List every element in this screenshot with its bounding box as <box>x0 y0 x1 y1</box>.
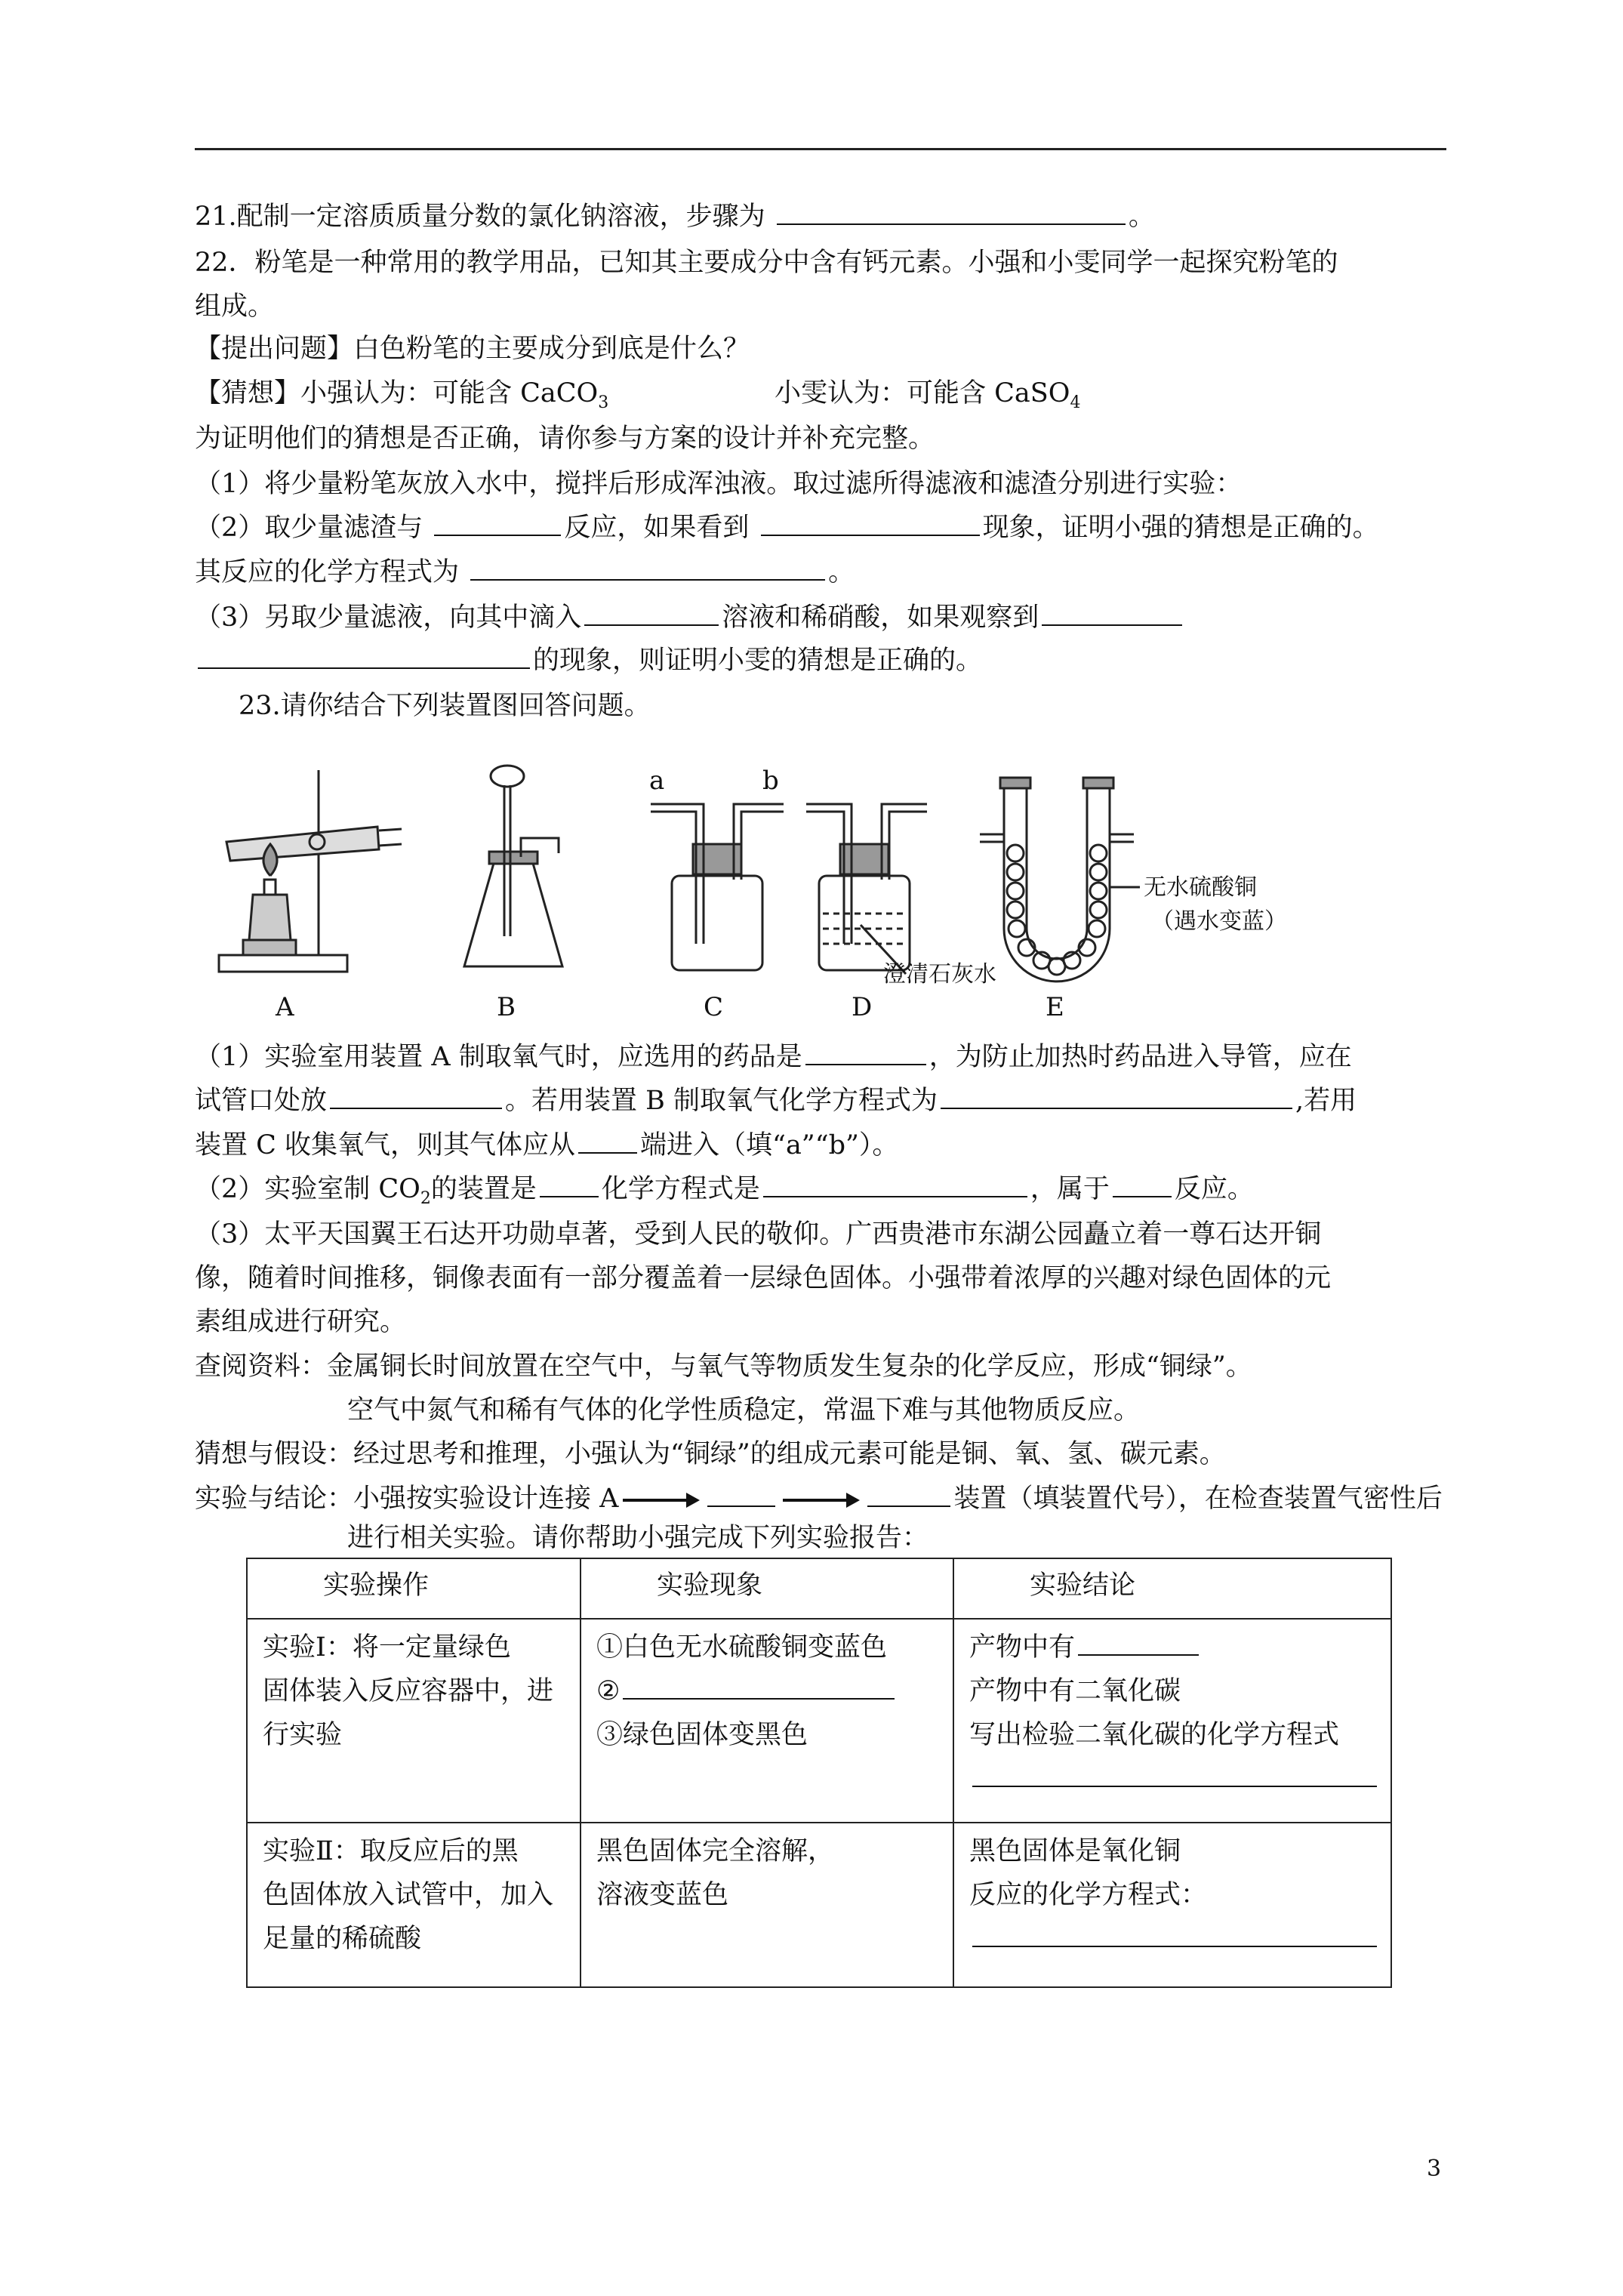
step3-text-b: 溶液和稀硝酸，如果观察到 <box>722 603 1039 633</box>
label-b: B <box>497 992 516 1022</box>
header-operation: 实验操作 <box>247 1558 581 1619</box>
part1-line-2: 试管口处放 。若用装置 B 制取氧气化学方程式为 ,若用 <box>195 1082 1357 1120</box>
info-line-1: 查阅资料：金属铜长时间放置在空气中，与氧气等物质发生复杂的化学反应，形成“铜绿”。 <box>195 1351 1252 1382</box>
q21-text: 21.配制一定溶质质量分数的氯化钠溶液，步骤为 <box>195 202 765 232</box>
table-header-row <box>247 1558 1391 1619</box>
part2-blank-equation[interactable] <box>763 1170 1027 1197</box>
apparatus-d <box>806 804 927 974</box>
part1-blank-cotton[interactable] <box>330 1082 502 1109</box>
part1-line-1: （1）实验室用装置 A 制取氧气时，应选用的药品是 ，为防止加热时药品进入导管，应在 <box>195 1038 1352 1076</box>
header-conclusion: 实验结论 <box>953 1558 1391 1619</box>
apparatus-figure <box>204 755 1381 1027</box>
part3-line-1: （3）太平天国翼王石达开功勋卓著，受到人民的敬仰。广西贵港市东湖公园矗立着一尊石达开铜 <box>195 1219 1322 1250</box>
limewater-label: 澄清石灰水 <box>883 961 996 988</box>
step2-text-c: 现象，证明小强的猜想是正确的。 <box>982 513 1379 543</box>
part1-blank-equation[interactable] <box>941 1082 1292 1109</box>
step3-blank-observe[interactable] <box>1042 599 1182 626</box>
experiment-report-table <box>246 1558 1392 1988</box>
cuso4-note: （遇水变蓝） <box>1151 908 1287 935</box>
experiment-blank-1[interactable] <box>707 1480 775 1507</box>
part2-blank-type[interactable] <box>1113 1170 1172 1197</box>
label-e: E <box>1046 992 1064 1022</box>
q21-blank[interactable] <box>777 198 1126 225</box>
r2-equation-blank[interactable] <box>972 1920 1377 1947</box>
table-row <box>247 1823 1391 1987</box>
r2-conclusion: 黑色固体是氧化铜 反应的化学方程式： <box>953 1823 1391 1987</box>
hypothesis-line: 猜想与假设：经过思考和推理，小强认为“铜绿”的组成元素可能是铜、氧、氢、碳元素。 <box>195 1439 1226 1469</box>
step2-line <box>195 509 1379 547</box>
experiment-blank-2[interactable] <box>867 1480 950 1507</box>
q22-line-1: 22．粉笔是一种常用的教学用品，已知其主要成分中含有钙元素。小强和小雯同学一起探究粉笔的 <box>195 248 1338 278</box>
step2-text-a: （2）取少量滤渣与 <box>195 513 423 543</box>
page-number: 3 <box>1427 2156 1442 2182</box>
header-rule <box>195 148 1446 150</box>
q21-line <box>195 198 1155 236</box>
guess-line <box>195 374 1081 422</box>
step3-blank-reagent[interactable] <box>584 599 719 626</box>
label-a: A <box>276 992 294 1022</box>
step2-eq-line: 其反应的化学方程式为 。 <box>195 553 855 591</box>
q23-line: 23.请你结合下列装置图回答问题。 <box>239 691 651 721</box>
r1-equation-blank[interactable] <box>972 1760 1377 1787</box>
step3-blank-observe-cont[interactable] <box>198 642 530 669</box>
step3-text-a: （3）另取少量滤液，向其中滴入 <box>195 603 582 633</box>
part3-line-2: 像，随着时间推移，铜像表面有一部分覆盖着一层绿色固体。小强带着浓厚的兴趣对绿色固体的元 <box>195 1263 1332 1293</box>
step2-blank-phenomenon[interactable] <box>761 509 980 536</box>
step2-blank-equation[interactable] <box>470 553 825 581</box>
arrow-right-icon <box>620 1487 703 1513</box>
part1-blank-drug[interactable] <box>805 1038 926 1065</box>
q21-end: 。 <box>1128 202 1155 232</box>
header-phenomenon: 实验现象 <box>581 1558 953 1619</box>
r1-conclusion: 产物中有 产物中有二氧化碳 写出检验二氧化碳的化学方程式 <box>953 1619 1391 1823</box>
r1-phenomenon-blank[interactable] <box>623 1672 895 1700</box>
prove-line: 为证明他们的猜想是否正确，请你参与方案的设计并补充完整。 <box>195 424 935 454</box>
info-line-2: 空气中氮气和稀有气体的化学性质稳定，常温下难与其他物质反应。 <box>347 1395 1141 1425</box>
part2-line: （2）实验室制 $CO_2$的装置是 化学方程式是 ，属于 反应。 <box>195 1170 1254 1218</box>
question-line: 【提出问题】白色粉笔的主要成分到底是什么？ <box>195 334 750 364</box>
label-d: D <box>852 992 873 1022</box>
r1-phenomenon: ①白色无水硫酸铜变蓝色 ② ③绿色固体变黑色 <box>581 1619 953 1823</box>
guess-xiaoqiang: 【猜想】小强认为：可能含 CaCO$_3$ <box>195 378 609 412</box>
port-a-label: a <box>649 766 665 796</box>
label-c: C <box>704 992 724 1022</box>
apparatus-c <box>651 804 784 970</box>
r1-operation: 实验Ⅰ：将一定量绿色 固体装入反应容器中，进 行实验 <box>247 1619 581 1823</box>
r2-phenomenon: 黑色固体完全溶解， 溶液变蓝色 <box>581 1823 953 1987</box>
q22-line-2: 组成。 <box>195 291 275 322</box>
apparatus-e <box>980 778 1140 982</box>
part1-line-3: 装置 C 收集氧气，则其气体应从 端进入（填“a”“b”）。 <box>195 1126 898 1164</box>
cuso4-label: 无水硫酸铜 <box>1144 874 1257 901</box>
step2-text-b: 反应，如果看到 <box>564 513 750 543</box>
step2-eq-text: 其反应的化学方程式为 <box>195 557 460 587</box>
r2-operation: 实验Ⅱ：取反应后的黑 色固体放入试管中，加入 足量的稀硫酸 <box>247 1823 581 1987</box>
part3-line-3: 素组成进行研究。 <box>195 1307 407 1337</box>
port-b-label: b <box>762 766 779 796</box>
r1-conclusion-blank[interactable] <box>1078 1629 1199 1656</box>
step3-line <box>195 599 1185 636</box>
table-row <box>247 1619 1391 1823</box>
apparatus-b <box>464 766 562 966</box>
arrow-right-icon <box>780 1487 863 1513</box>
part2-blank-device[interactable] <box>540 1170 599 1197</box>
step3-text-c: 的现象，则证明小雯的猜想是正确的。 <box>533 646 983 676</box>
step3-line-2 <box>195 642 982 680</box>
experiment-line: 实验与结论：小强按实验设计连接 A 装置（填装置代号），在检查装置气密性后 <box>195 1480 1443 1518</box>
experiment-line-2: 进行相关实验。请你帮助小强完成下列实验报告： <box>347 1523 929 1553</box>
guess-xiaowen: 小雯认为：可能含 CaSO$_4$ <box>775 378 1081 412</box>
part1-blank-port[interactable] <box>578 1126 637 1154</box>
step1-line: （1）将少量粉笔灰放入水中，搅拌后形成浑浊液。取过滤所得滤液和滤渣分别进行实验： <box>195 469 1243 499</box>
step2-blank-reagent[interactable] <box>434 509 561 536</box>
apparatus-a <box>219 770 402 972</box>
